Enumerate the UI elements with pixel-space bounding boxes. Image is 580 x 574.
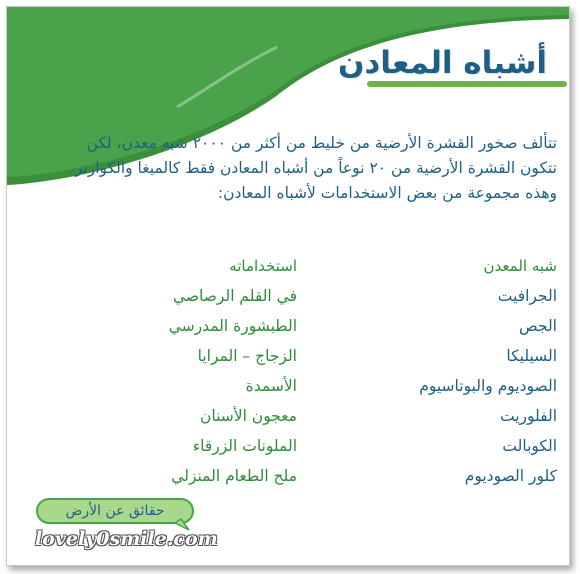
site-watermark[interactable]: lovely0smile.com (35, 528, 218, 550)
table-row (125, 281, 557, 311)
table-row (125, 461, 557, 491)
mineral-name: الجص (518, 317, 557, 335)
mineral-use: الأسمدة (245, 377, 297, 395)
table-row (125, 431, 557, 461)
table-row (125, 341, 557, 371)
mineral-use: الزجاج – المرايا (197, 347, 297, 365)
mineral-use: ملح الطعام المنزلي (171, 467, 297, 485)
mineral-name: كلور الصوديوم (464, 467, 557, 485)
badge-label: حقائق عن الأرض (65, 503, 165, 519)
mineral-use: في القلم الرصاصي (172, 287, 297, 305)
page-frame (6, 6, 570, 566)
table-row (125, 401, 557, 431)
mineral-name: الجرافيت (497, 287, 557, 305)
header-use: استخداماته (229, 257, 297, 275)
mineral-name: الصوديوم والبوتاسيوم (419, 377, 557, 395)
header-mineral: شبه المعدن (483, 257, 557, 275)
page-title: أشباه المعادن (337, 45, 547, 81)
mineral-name: الكوبالت (502, 437, 557, 455)
mineral-use: معجون الأسنان (199, 407, 297, 425)
mineral-use: الطبشورة المدرسي (168, 317, 297, 335)
table-row (125, 371, 557, 401)
table-header-row (125, 251, 557, 281)
minerals-table (125, 251, 557, 491)
mineral-name: السيليكا (506, 347, 557, 365)
mineral-use: الملونات الزرقاء (192, 437, 297, 455)
mineral-name: الفلوريت (499, 407, 557, 425)
table-row (125, 311, 557, 341)
intro-paragraph: تتألف صخور القشرة الأرضية من خليط من أكثر من ٢٠٠٠ شبه معدن، لكن تتكون القشرة الأرضية من ٢٠ نوعاً من أشباه المعادن فقط كالميغا والكوارتز وهذه مجموعة من بعض الاستخدامات لأشباه المعادن: (74, 134, 557, 202)
